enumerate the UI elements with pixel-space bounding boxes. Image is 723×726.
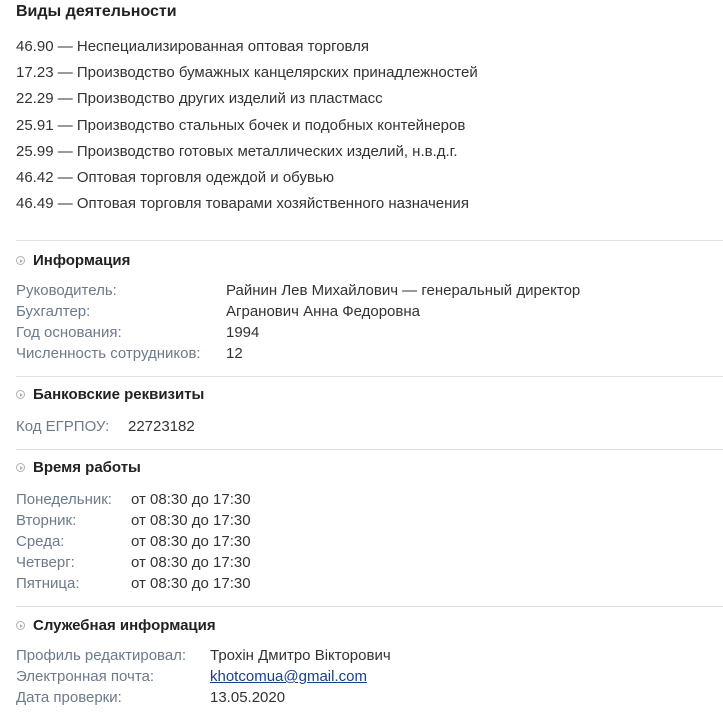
info-list bbox=[16, 280, 580, 364]
section-title: Банковские реквизиты bbox=[33, 386, 205, 403]
expand-arrow-icon bbox=[16, 621, 25, 630]
activities-list bbox=[16, 36, 478, 219]
section-header-info[interactable] bbox=[16, 252, 130, 269]
activity-item: 17.23 — Производство бумажных канцелярских принадлежностей bbox=[16, 64, 478, 82]
activity-item: 46.49 — Оптовая торговля товарами хозяйственного назначения bbox=[16, 195, 469, 213]
info-value: Райнин Лев Михайлович — генеральный директор bbox=[226, 282, 581, 299]
bank-label: Код ЕГРПОУ: bbox=[16, 418, 110, 435]
divider bbox=[16, 240, 723, 241]
divider bbox=[16, 376, 723, 377]
service-value: Трохін Дмитро Вікторович bbox=[210, 647, 391, 664]
bank-row bbox=[16, 416, 195, 437]
hours-row bbox=[16, 552, 251, 573]
hours-time: от 08:30 до 17:30 bbox=[131, 575, 251, 592]
hours-day: Вторник: bbox=[16, 512, 77, 529]
service-row bbox=[16, 645, 391, 666]
hours-time: от 08:30 до 17:30 bbox=[131, 491, 251, 508]
service-label: Электронная почта: bbox=[16, 668, 155, 685]
info-label: Год основания: bbox=[16, 324, 122, 341]
bank-list bbox=[16, 416, 195, 437]
info-row bbox=[16, 343, 580, 364]
service-value: 13.05.2020 bbox=[210, 689, 286, 706]
hours-day: Пятница: bbox=[16, 575, 80, 592]
hours-row bbox=[16, 510, 251, 531]
hours-day: Среда: bbox=[16, 533, 65, 550]
section-title: Время работы bbox=[33, 459, 141, 476]
info-value: 12 bbox=[226, 345, 243, 362]
service-label: Дата проверки: bbox=[16, 689, 122, 706]
section-title: Служебная информация bbox=[33, 617, 216, 634]
service-row bbox=[16, 687, 391, 708]
info-value: Агранович Анна Федоровна bbox=[226, 303, 420, 320]
section-header-service[interactable] bbox=[16, 617, 216, 634]
divider bbox=[16, 606, 723, 607]
section-header-hours[interactable] bbox=[16, 459, 141, 476]
activity-item: 46.90 — Неспециализированная оптовая торговля bbox=[16, 38, 370, 55]
activity-item: 46.42 — Оптовая торговля одеждой и обувью bbox=[16, 168, 334, 186]
service-label: Профиль редактировал: bbox=[16, 647, 187, 664]
service-row bbox=[16, 666, 391, 687]
info-row bbox=[16, 322, 580, 343]
divider bbox=[16, 449, 723, 450]
email-link[interactable]: khotcomua@gmail.com bbox=[210, 668, 367, 685]
expand-arrow-icon bbox=[16, 256, 25, 265]
activity-item: 25.91 — Производство стальных бочек и подобных контейнеров bbox=[16, 116, 466, 134]
service-list bbox=[16, 645, 391, 708]
hours-list bbox=[16, 489, 251, 594]
bank-value: 22723182 bbox=[128, 418, 195, 435]
expand-arrow-icon bbox=[16, 390, 25, 399]
info-value: 1994 bbox=[226, 324, 260, 341]
hours-row bbox=[16, 489, 251, 510]
activities-title: Виды деятельности bbox=[16, 3, 177, 20]
activity-item: 22.29 — Производство других изделий из пластмасс bbox=[16, 90, 383, 108]
expand-arrow-icon bbox=[16, 463, 25, 472]
hours-day: Понедельник: bbox=[16, 491, 112, 508]
hours-row bbox=[16, 573, 251, 594]
hours-time: от 08:30 до 17:30 bbox=[131, 533, 251, 550]
info-label: Численность сотрудников: bbox=[16, 345, 201, 362]
info-label: Бухгалтер: bbox=[16, 303, 91, 320]
hours-row bbox=[16, 531, 251, 552]
info-row bbox=[16, 280, 580, 301]
hours-time: от 08:30 до 17:30 bbox=[131, 554, 251, 571]
hours-time: от 08:30 до 17:30 bbox=[131, 512, 251, 529]
section-title: Информация bbox=[33, 252, 131, 269]
hours-day: Четверг: bbox=[16, 554, 75, 571]
info-row bbox=[16, 301, 580, 322]
info-label: Руководитель: bbox=[16, 282, 117, 299]
activity-item: 25.99 — Производство готовых металлических изделий, н.в.д.г. bbox=[16, 142, 458, 160]
section-header-bank[interactable] bbox=[16, 386, 204, 403]
